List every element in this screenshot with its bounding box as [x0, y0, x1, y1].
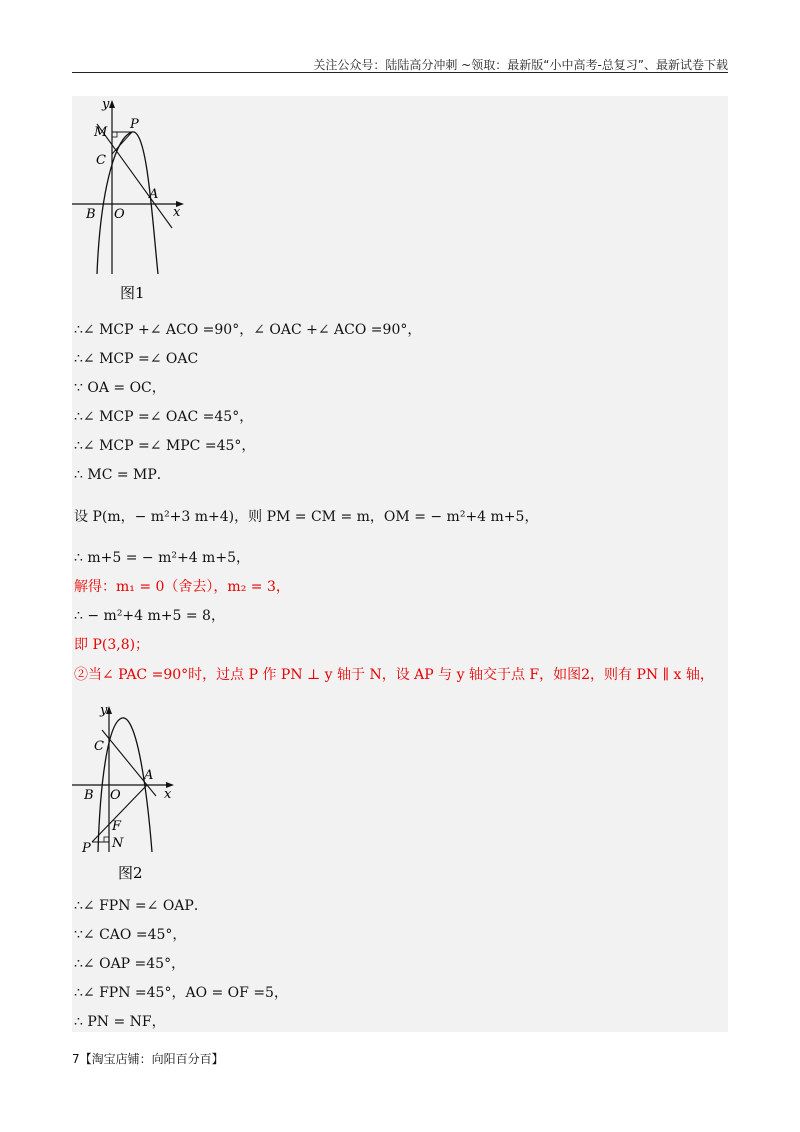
- fig2-label-x: x: [164, 787, 172, 802]
- page-footer: 7【淘宝店铺：向阳百分百】: [72, 1052, 224, 1066]
- solution-content: [72, 96, 728, 1032]
- solution-line-3: ∵ OA = OC，: [74, 380, 166, 396]
- fig1-label-b: B: [86, 207, 96, 222]
- fig1-label-x: x: [173, 205, 181, 220]
- fig1-label-o: O: [114, 207, 125, 222]
- solution-line-16: ∴∠ FPN =45°，AO = OF =5，: [74, 985, 288, 1001]
- solution-line-11: 即 P(3,8)；: [74, 637, 150, 653]
- solution-line-9: 解得：m₁ = 0（舍去），m₂ = 3，: [74, 579, 290, 595]
- solution-line-2: ∴∠ MCP =∠ OAC: [74, 351, 199, 367]
- fig1-label-m: M: [94, 125, 108, 140]
- header-divider: [72, 72, 728, 73]
- solution-line-6: ∴ MC = MP．: [74, 467, 171, 483]
- figure-1-caption: 图1: [120, 284, 145, 302]
- solution-line-4: ∴∠ MCP =∠ OAC =45°，: [74, 409, 254, 425]
- solution-line-15: ∴∠ OAP =45°，: [74, 956, 186, 972]
- solution-line-13: ∴∠ FPN =∠ OAP．: [74, 898, 208, 914]
- solution-line-7: 设 P(m，− m²+3 m+4)，则 PM = CM = m，OM = − m²+4 m+5，: [74, 509, 539, 525]
- fig2-label-c: C: [94, 739, 104, 754]
- figure-1-diagram: [72, 96, 202, 311]
- fig2-label-p: P: [82, 841, 91, 856]
- solution-line-5: ∴∠ MCP =∠ MPC =45°，: [74, 438, 256, 454]
- solution-line-17: ∴ PN = NF，: [74, 1014, 166, 1030]
- fig1-label-c: C: [96, 153, 106, 168]
- solution-line-10: ∴ − m²+4 m+5 = 8，: [74, 608, 225, 624]
- fig2-label-b: B: [84, 788, 94, 803]
- solution-line-8: ∴ m+5 = − m²+4 m+5，: [74, 550, 250, 566]
- fig1-label-a: A: [149, 187, 159, 202]
- page-header: 关注公众号：陆陆高分冲刺 ~领取：最新版“小中高考-总复习”、最新试卷下载: [313, 58, 728, 72]
- fig1-label-y: y: [102, 97, 110, 112]
- figure-1: [72, 96, 202, 311]
- solution-line-12: ②当∠ PAC =90°时，过点 P 作 PN ⊥ y 轴于 N，设 AP 与 y 轴交于点 F，如图2，则有 PN ∥ x 轴，: [74, 667, 714, 683]
- fig2-label-n: N: [112, 836, 124, 851]
- figure-2: [72, 702, 202, 882]
- fig2-label-o: O: [110, 788, 121, 803]
- fig1-label-p: P: [130, 117, 139, 132]
- fig2-label-y: y: [100, 703, 108, 718]
- solution-line-1: ∴∠ MCP +∠ ACO =90°，∠ OAC +∠ ACO =90°，: [74, 322, 422, 338]
- fig2-label-a: A: [144, 768, 154, 783]
- figure-2-diagram: [72, 702, 202, 882]
- fig2-label-f: F: [112, 819, 122, 834]
- solution-line-14: ∵∠ CAO =45°，: [74, 927, 187, 943]
- figure-2-caption: 图2: [118, 864, 143, 882]
